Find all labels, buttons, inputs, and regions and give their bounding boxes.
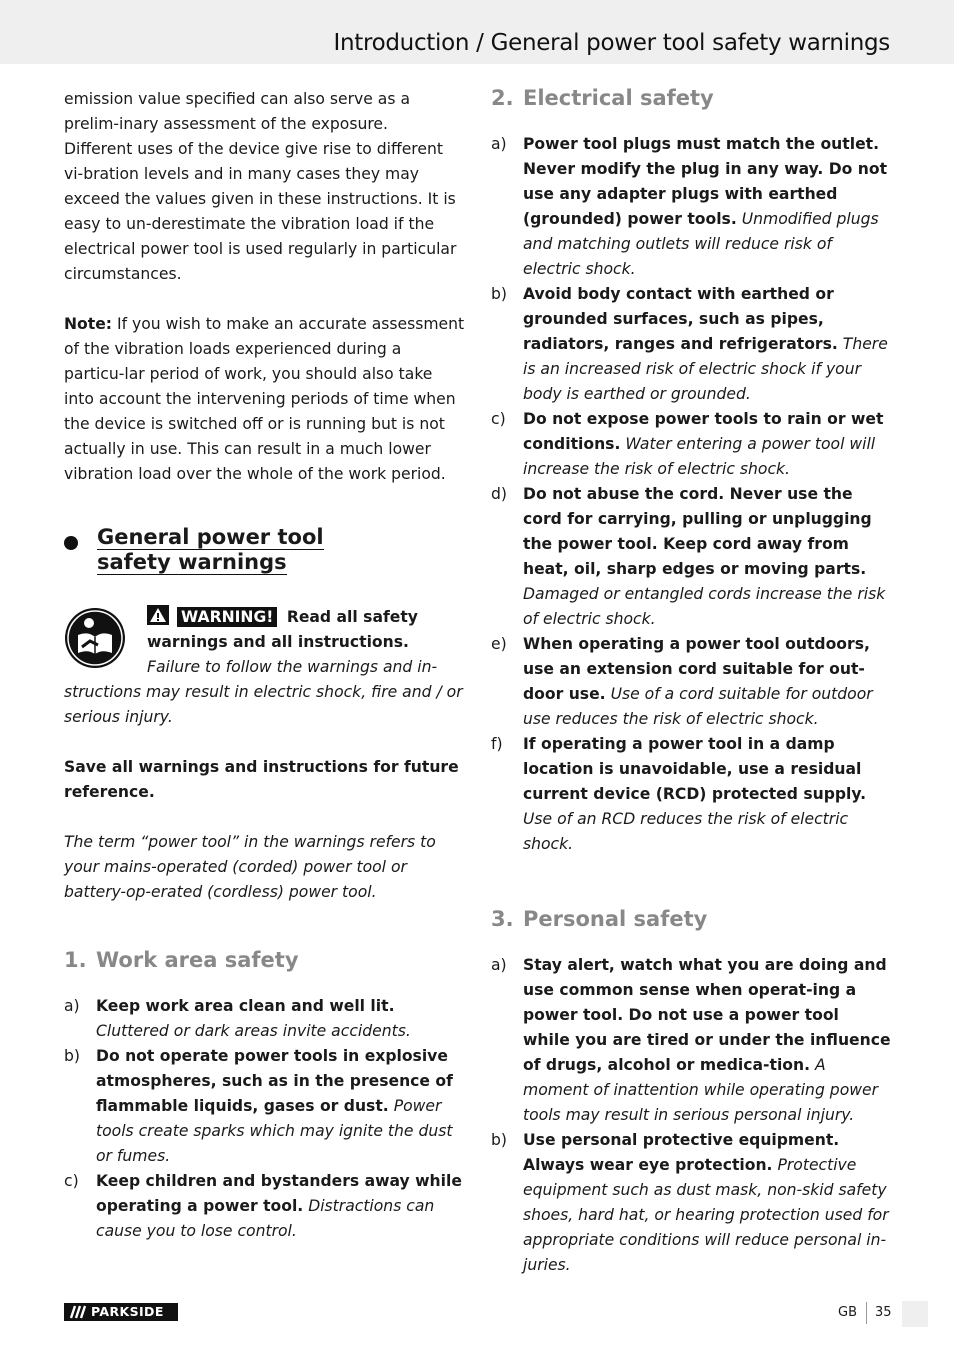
item-explanation: Distractions can cause you to lose control. [96,1197,435,1240]
note-text: If you wish to make an accurate assessment of the vibration loads experienced during a particu-lar period of work, you should also take into account the intervening periods of time when the device is switched off or is running but is not actually in use. This can result in a much lower vibration load over the whole of the work period. [64,315,465,483]
item-label: b) [64,1047,80,1065]
item-text [523,953,891,1128]
section-heading-personal: 3. Personal safety [491,907,708,931]
list-item [491,282,891,407]
item-explanation: A moment of inattention while operating power tools may result in serious personal injury. [523,1056,878,1124]
work-area-list [64,994,466,1244]
list-item [491,132,891,282]
item-text [523,132,891,282]
item-explanation: There is an increased risk of electric shock if your body is earthed or grounded. [523,335,888,403]
item-text [96,1044,466,1169]
item-label: d) [491,485,507,503]
logo-text: PARKSIDE [91,1304,164,1319]
item-instruction: When operating a power tool outdoors, use an extension cord suitable for out-door use. [523,635,870,703]
item-explanation: Use of an RCD reduces the risk of electric shock. [523,810,849,853]
item-label: c) [64,1172,79,1190]
left-column [64,87,466,1244]
item-explanation: Protective equipment such as dust mask, non-skid safety shoes, hard hat, or hearing protection used for appropriate conditions will reduce personal in-juries. [523,1156,889,1274]
item-text [523,632,891,732]
list-item [64,1169,466,1244]
item-text [523,1128,891,1278]
footer-tab [902,1301,928,1327]
item-text [523,282,891,407]
heading-line-2: safety warnings [97,550,287,574]
list-item [491,732,891,857]
list-item [64,1044,466,1169]
item-text [523,482,891,632]
list-item [491,482,891,632]
list-item [491,407,891,482]
page-number: 35 [875,1305,892,1320]
item-instruction: If operating a power tool in a damp location is unavoidable, use a residual current device (RCD) protected supply. [523,735,867,803]
page-header [0,0,954,64]
item-text [96,1169,466,1244]
footer-divider [866,1302,867,1324]
item-label: b) [491,285,507,303]
item-instruction: Do not expose power tools to rain or wet conditions. [523,410,884,453]
item-instruction: Use personal protective equipment. Always wear eye protection. [523,1131,840,1174]
warning-triangle-icon [147,605,169,625]
item-label: a) [491,956,507,974]
warning-block [64,605,466,730]
personal-list [491,953,891,1278]
item-text [523,407,891,482]
item-label: e) [491,635,507,653]
section-heading-work-area: 1. Work area safety [64,948,299,972]
item-explanation: Damaged or entangled cords increase the risk of electric shock. [523,585,886,628]
warning-consequence: Failure to follow the warnings and in-structions may result in electric shock, fire and / or serious injury. [64,658,463,726]
intro-paragraph-1: emission value specified can also serve as a prelim-inary assessment of the exposure. [64,90,411,133]
page-title: Introduction / General power tool safety warnings [333,30,890,56]
item-explanation: Unmodified plugs and matching outlets will reduce risk of electric shock. [523,210,879,278]
warning-read-instructions: Read all safety warnings and all instructions. [147,608,418,651]
item-text [96,994,466,1044]
item-instruction: Stay alert, watch what you are doing and use common sense when operat-ing a power tool. Do not use a power tool while you are tired or under the influence of drugs, alcohol or medica-tion. [523,956,891,1074]
intro-paragraph-2: Different uses of the device give rise to different vi-bration levels and in many cases they may exceed the values given in these instructions. It is easy to un-derestimate the vibration load if the electrical power tool is used regularly in particular circumstances. [64,140,457,283]
warning-badge: WARNING! [177,607,277,627]
item-text [523,732,891,857]
language-code: GB [838,1305,857,1320]
item-instruction: Do not operate power tools in explosive atmospheres, such as in the presence of flammable liquids, gases or dust. [96,1047,453,1115]
logo-stripes-icon [67,1303,89,1321]
item-label: c) [491,410,506,428]
item-instruction: Keep children and bystanders away while operating a power tool. [96,1172,462,1215]
right-column [491,81,891,1278]
general-warnings-heading [64,525,466,580]
item-label: b) [491,1131,507,1149]
parkside-logo [64,1303,178,1321]
note-label: Note: [64,315,113,333]
heading-line-1: General power tool [97,525,324,549]
save-instructions: Save all warnings and instructions for future reference. [64,758,459,801]
item-instruction: Avoid body contact with earthed or grounded surfaces, such as pipes, radiators, ranges and refrigerators. [523,285,838,353]
read-manual-icon [64,607,126,669]
list-item [491,953,891,1128]
item-explanation: Power tools create sparks which may ignite the dust or fumes. [96,1097,453,1165]
item-label: f) [491,735,503,753]
section-heading-electrical: 2. Electrical safety [491,86,714,110]
item-instruction: Power tool plugs must match the outlet. Never modify the plug in any way. Do not use any adapter plugs with earthed (grounded) power tools. [523,135,888,228]
list-item [64,994,466,1044]
item-label: a) [64,997,80,1015]
bullet-icon [64,536,78,550]
item-explanation: Cluttered or dark areas invite accidents. [96,1022,411,1040]
list-item [491,632,891,732]
list-item [491,1128,891,1278]
item-instruction: Keep work area clean and well lit. [96,997,395,1015]
electrical-list [491,132,891,857]
item-instruction: Do not abuse the cord. Never use the cord for carrying, pulling or unplugging the power tool. Keep cord away from heat, oil, sharp edges or moving parts. [523,485,872,578]
power-tool-term: The term “power tool” in the warnings refers to your mains-operated (corded) power tool or battery-op-erated (cordless) power tool. [64,833,436,901]
item-explanation: Use of a cord suitable for outdoor use reduces the risk of electric shock. [523,685,873,728]
item-label: a) [491,135,507,153]
note-paragraph [64,312,466,487]
item-explanation: Water entering a power tool will increase the risk of electric shock. [523,435,876,478]
